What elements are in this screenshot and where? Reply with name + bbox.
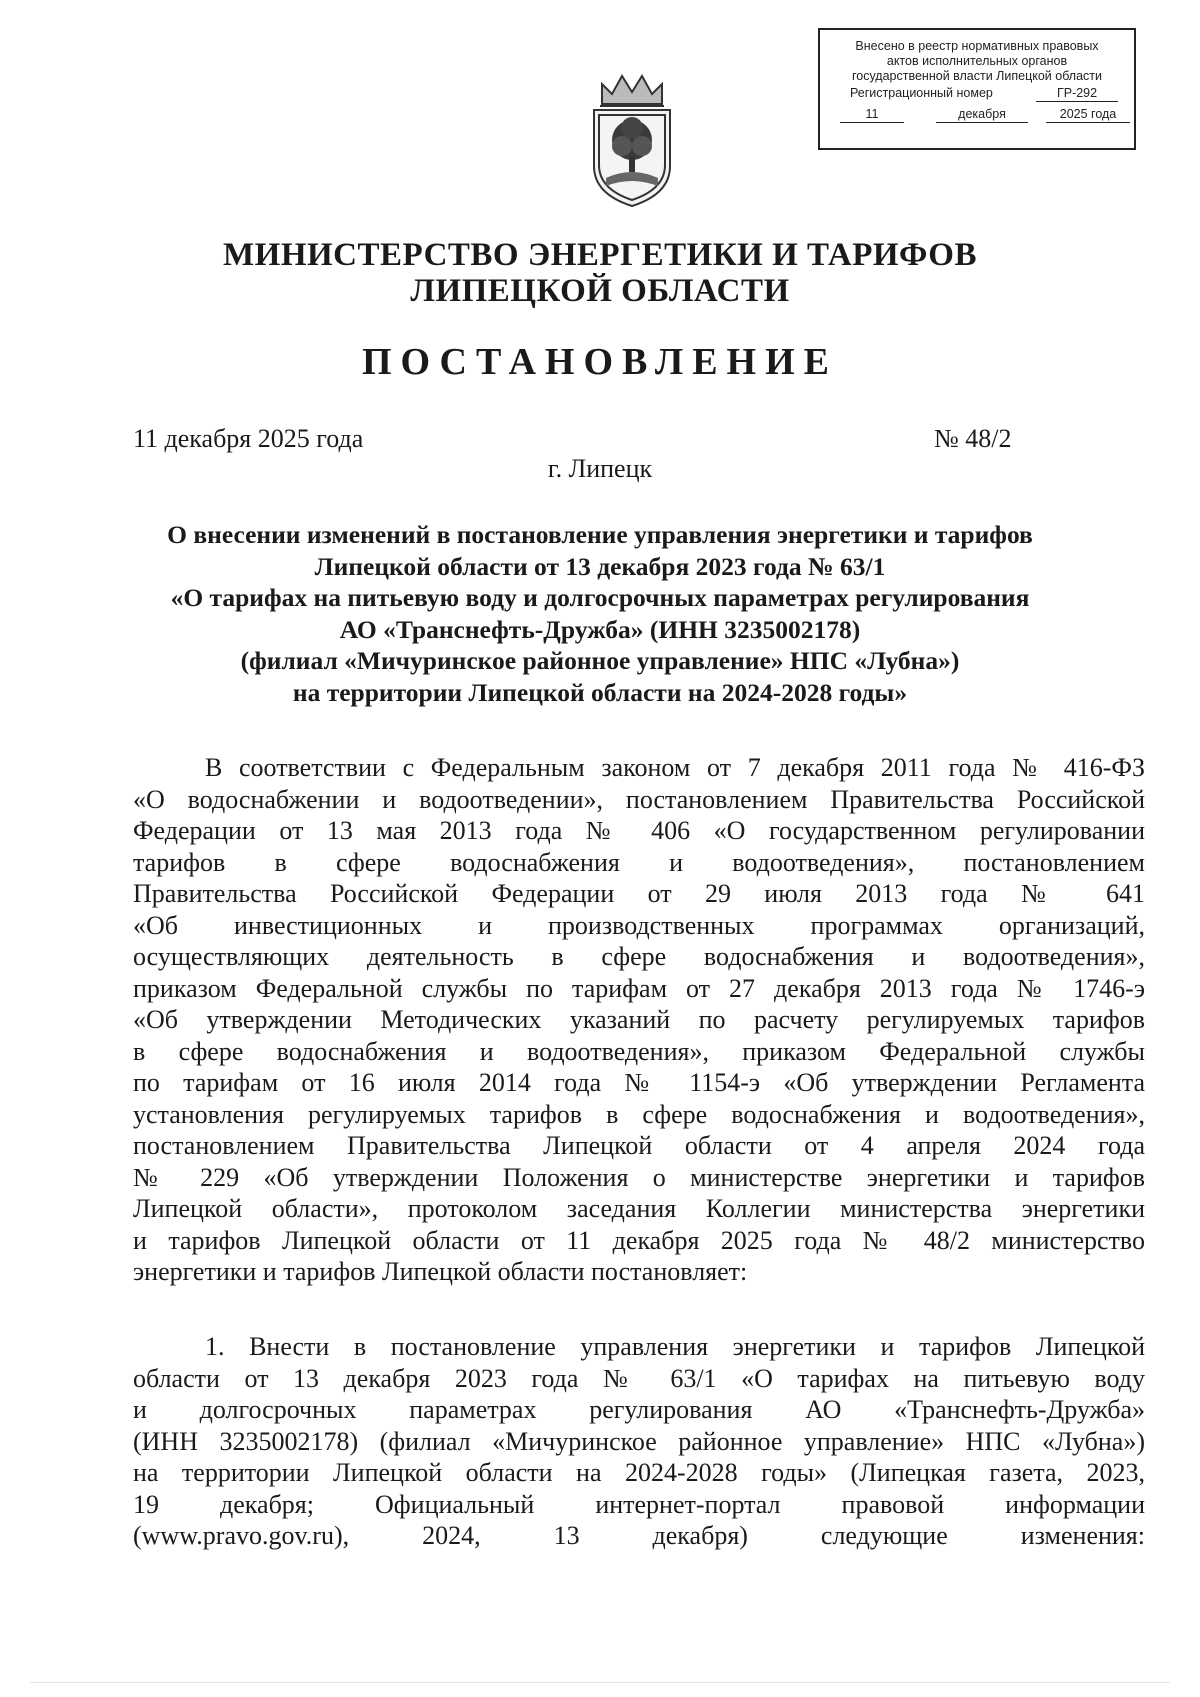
paragraph-line: осуществляющих деятельность в сфере водоснабжения и водоотведения», (133, 942, 1145, 971)
scan-edge-divider (30, 1682, 1170, 1683)
stamp-year: 2025 года (1046, 107, 1130, 123)
ministry-name-line-2: ЛИПЕЦКОЙ ОБЛАСТИ (410, 273, 790, 309)
title-line: на территории Липецкой области на 2024-2028 годы» (292, 677, 908, 707)
paragraph-line: «О водоснабжении и водоотведении», постановлением Правительства Российской (133, 784, 1145, 814)
registry-stamp (818, 28, 1136, 150)
paragraph-line: Липецкой области», протоколом заседания Коллегии министерства энергетики (133, 1194, 1145, 1223)
paragraph-line: «Об утверждении Методических указаний по расчету регулируемых тарифов (133, 1005, 1145, 1034)
document-type: ПОСТАНОВЛЕНИЕ (361, 341, 839, 383)
stamp-month: декабря (936, 107, 1028, 123)
stamp-line-1: Внесено в реестр нормативных правовых (855, 39, 1099, 53)
paragraph-line: Федерации от 13 мая 2013 года № 406 «О государственном регулировании (133, 816, 1145, 845)
document-date: 11 декабря 2025 года (133, 424, 364, 453)
paragraph-line: установления регулируемых тарифов в сфере водоснабжения и водоотведения», (133, 1099, 1145, 1129)
stamp-registration-number: ГР-292 (1036, 86, 1118, 102)
document-number: № 48/2 (934, 424, 1012, 453)
paragraph-line: 19 декабря; Официальный интернет-портал правовой информации (133, 1489, 1145, 1519)
title-line: Липецкой области от 13 декабря 2023 года № 63/1 (314, 551, 886, 581)
paragraph-line: и долгосрочных параметрах регулирования АО «Транснефть-Дружба» (133, 1395, 1145, 1424)
paragraph-line: и тарифов Липецкой области от 11 декабря 2025 года № 48/2 министерство (133, 1225, 1145, 1255)
ministry-name-line-1: МИНИСТЕРСТВО ЭНЕРГЕТИКИ И ТАРИФОВ (223, 237, 977, 273)
paragraph-line: тарифов в сфере водоснабжения и водоотведения», постановлением (133, 847, 1145, 877)
stamp-registration-row (820, 84, 1134, 103)
paragraph-line: в сфере водоснабжения и водоотведения», приказом Федеральной службы (133, 1036, 1145, 1066)
paragraph-line: (www.pravo.gov.ru), 2024, 13 декабря) следующие изменения: (133, 1521, 1145, 1550)
paragraph-line: по тарифам от 16 июля 2014 года № 1154-э «Об утверждении Регламента (133, 1068, 1145, 1097)
clause-1-paragraph (133, 1331, 1145, 1552)
paragraph-line: «Об инвестиционных и производственных программах организаций, (133, 910, 1145, 940)
title-line: (филиал «Мичуринское районное управление» НПС «Лубна») (240, 646, 960, 676)
paragraph-line: 1. Внести в постановление управления энергетики и тарифов Липецкой (205, 1332, 1145, 1361)
stamp-registration-label: Регистрационный номер (850, 86, 993, 100)
stamp-date-row (820, 103, 1134, 122)
preamble-paragraph (133, 752, 1145, 1288)
paragraph-line: № 229 «Об утверждении Положения о министерстве энергетики и тарифов (133, 1162, 1145, 1192)
paragraph-line: области от 13 декабря 2023 года № 63/1 «О тарифах на питьевую воду (133, 1363, 1145, 1393)
paragraph-line: на территории Липецкой области на 2024-2028 годы» (Липецкая газета, 2023, (133, 1458, 1145, 1487)
stamp-line-2: актов исполнительных органов (886, 54, 1068, 68)
paragraph-line: Правительства Российской Федерации от 29 июля 2013 года № 641 (133, 879, 1145, 908)
coat-of-arms-icon (584, 70, 680, 210)
title-line: АО «Транснефть-Дружба» (ИНН 3235002178) (339, 614, 861, 644)
paragraph-line: постановлением Правительства Липецкой области от 4 апреля 2024 года (133, 1131, 1145, 1160)
title-line: О внесении изменений в постановление управления энергетики и тарифов (167, 520, 1033, 549)
paragraph-line: (ИНН 3235002178) (филиал «Мичуринское районное управление» НПС «Лубна») (133, 1426, 1145, 1456)
stamp-line-3: государственной власти Липецкой области (851, 69, 1103, 83)
stamp-day: 11 (840, 107, 904, 123)
document-title (120, 519, 1080, 709)
paragraph-line: энергетики и тарифов Липецкой области постановляет: (133, 1257, 748, 1286)
document-city: г. Липецк (547, 454, 653, 483)
paragraph-line: В соответствии с Федеральным законом от 7 декабря 2011 года № 416-ФЗ (205, 753, 1145, 782)
paragraph-line: приказом Федеральной службы по тарифам от 27 декабря 2013 года № 1746-э (133, 973, 1145, 1003)
title-line: «О тарифах на питьевую воду и долгосрочных параметрах регулирования (170, 583, 1030, 613)
